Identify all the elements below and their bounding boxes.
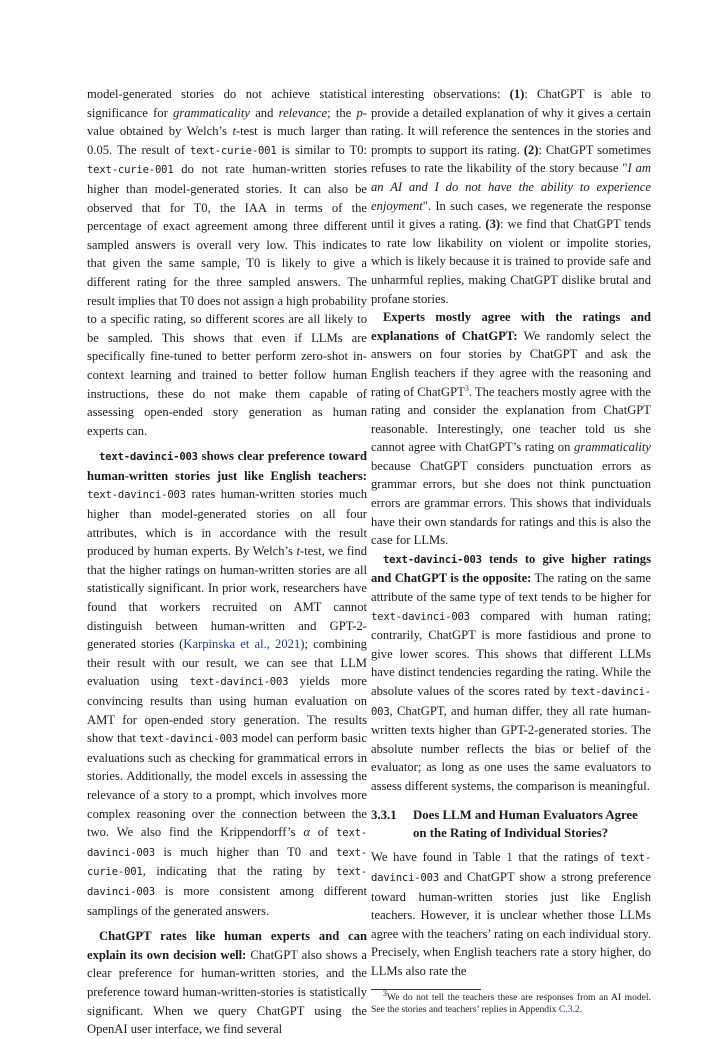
paragraph-davinci-preference: text-davinci-003 shows clear preference toward human-written stories just like English teachers: text-davinci-003 rates human-written stories much higher than model-generated stories on all four attributes, which is in accordance with the result produced by human experts. By Welch’s t-test, we find that the higher ratings on human-written stories are all statistically significant. In prior work, researchers have found that workers recruited on AMT cannot distinguish between human-written and GPT-2-generated stories (Karpinska et al., 2021); combining their result with our result, we can see that LLM evaluation using text-davinci-003 yields more convincing results than using human evaluation on AMT for open-ended story generation. The results show that text-davinci-003 model can perform basic evaluations such as checking for grammatical errors in stories. Additionally, the model excels in assessing the relevance of a story to a prompt, which involves more complex reasoning over the connection between the two. We also find the Krippendorff’s α of text-davinci-003 is much higher than T0 and text-curie-001, indicating that the rating by text-davinci-003 is more consistent among different samplings of the generated answers. <box>87 449 367 918</box>
citation-karpinska[interactable]: Karpinska et al., 2021 <box>183 637 301 652</box>
footnote-divider <box>371 989 481 990</box>
appendix-reference[interactable]: C.3.2 <box>558 1004 580 1016</box>
footnote: $^3$We do not tell the teachers these are responses from an AI model. See the stories and teachers’ replies in Appendix C.3.2. <box>371 988 651 1016</box>
footnote-marker[interactable]: 3 <box>464 383 469 393</box>
paragraph-table-ratings: We have found in Table 1 that the ratings of text-davinci-003 and ChatGPT show a strong preference toward human-written stories just like English teachers. However, it is unclear whether those LLMs agree with the teachers’ rating on each individual story. Precisely, when English teachers rate a story higher, do LLMs also rate the <box>371 850 651 978</box>
paragraph-experts-agree: Experts mostly agree with the ratings and explanations of ChatGPT: We randomly select the answers on four stories by ChatGPT and ask the English teachers if they agree with the reasoning and rating of ChatGPT$^3$. The teachers mostly agree with the rating and consider the explanation from ChatGPT reasonable. Interestingly, one teacher told us she cannot agree with ChatGPT’s rating on grammaticality because ChatGPT considers punctuation errors as grammar errors, but she does not think punctuation errors are grammar errors. This shows that individuals have their own standards for ratings and this is also the case for LLMs. <box>371 310 651 548</box>
paragraph-davinci-higher: text-davinci-003 tends to give higher ratings and ChatGPT is the opposite: The rating on the same attribute of the same type of text tends to be higher for text-davinci-003 compared with human rating; contrarily, ChatGPT is more fastidious and prone to give lower scores. This shows that different LLMs have distinct tendencies regarding the rating. While the absolute values of the scores rated by text-davinci-003, ChatGPT, and human differ, they all rate human-written texts higher than GPT-2-generated stories. The absolute number reflects the bias or belief of the evaluator; as long as one uses the same evaluators to assess different systems, the comparison is meaningful. <box>371 551 651 793</box>
paragraph-chatgpt-rates: ChatGPT rates like human experts and can explain its own decision well: ChatGPT also shows a clear preference for human-written stories, and the preference toward human-written-stories is statistically significant. When we query ChatGPT using the OpenAI user interface, we find several <box>87 929 367 1037</box>
paragraph-observations: interesting observations: (1): ChatGPT is able to provide a detailed explanation of why it gives a certain rating. It will reference the sentences in the stories and prompts to support its rating. (2): ChatGPT sometimes refuses to rate the likability of the story because "I am an AI and I do not have the ability to experience enjoyment". In such cases, we regenerate the response until it gives a rating. (3): we find that ChatGPT tends to rate low likability on violent or impolite stories, which is likely because it is trained to provide safe and unharmful replies, making ChatGPT dislike brutal and profane stories. <box>371 87 652 306</box>
section-heading <box>371 806 651 843</box>
left-column <box>87 85 367 1039</box>
right-column <box>371 85 651 1017</box>
table-reference[interactable]: 1 <box>506 850 513 865</box>
section-title: Does LLM and Human Evaluators Agree on the Rating of Individual Stories? <box>413 807 638 840</box>
paragraph-t0-curie: model-generated stories do not achieve statistical significance for grammaticality and relevance; the p-value obtained by Welch’s t-test is much larger than 0.05. The result of text-curie-001 is similar to T0: text-curie-001 do not rate human-written stories higher than model-generated stories. It can also be observed that for T0, the IAA in terms of the percentage of exact agreement among three different sampled answers is overall very low. This indicates that given the same sample, T0 is likely to give a different rating for the three sampled answers. The result implies that T0 does not assign a high probability to a specific rating, so different scores are all likely to be sampled. This shows that even if LLMs are specifically fine-tuned to better perform zero-shot in-context learning and trained to better follow human instructions, these do not make them capable of assessing open-ended story generation as human experts can. <box>87 87 368 438</box>
section-number: 3.3.1 <box>371 807 397 822</box>
